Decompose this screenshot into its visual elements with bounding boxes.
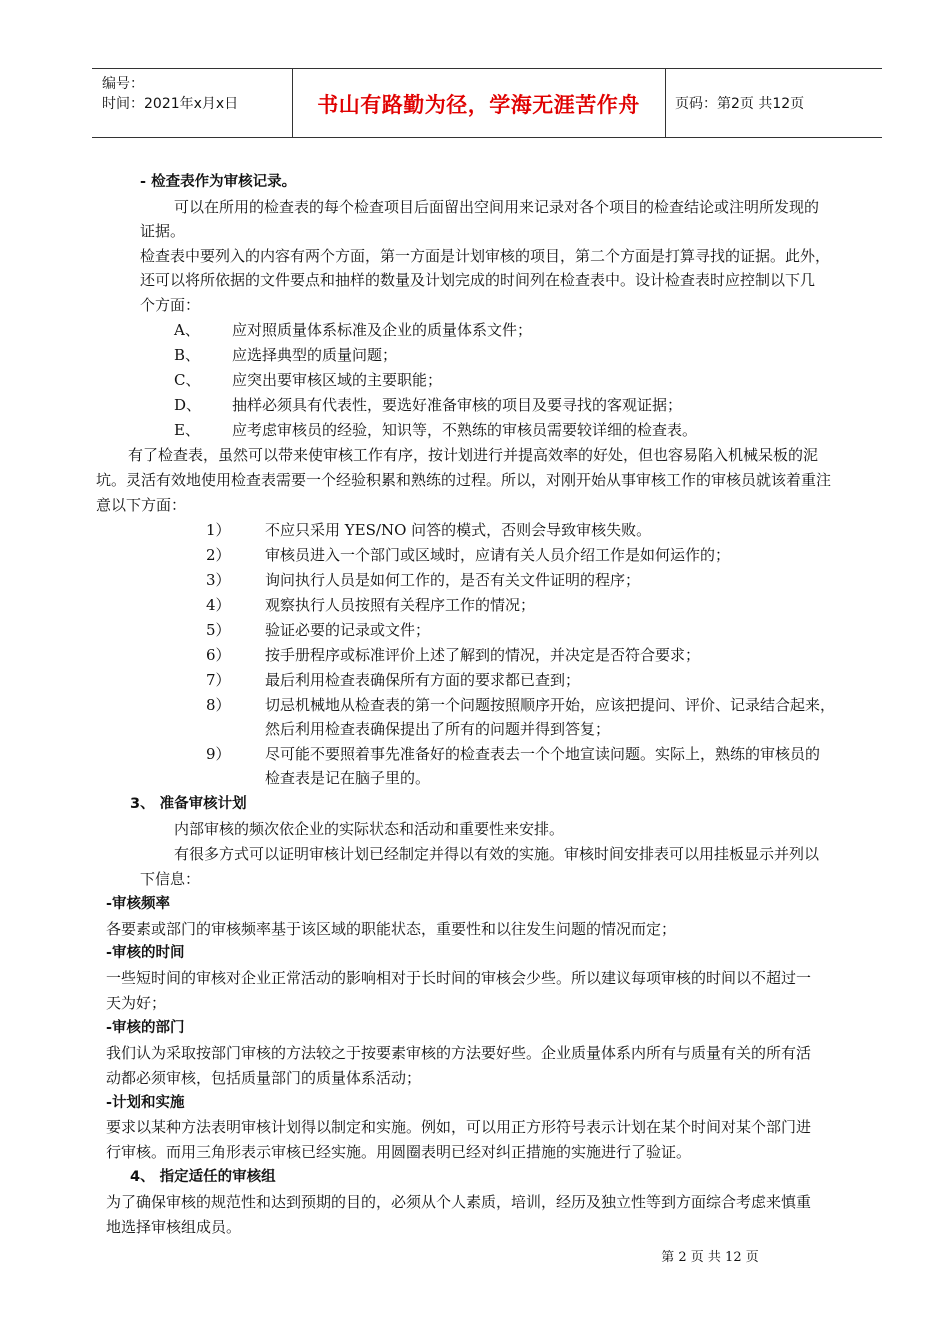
- list-item: 应突出要审核区域的主要职能；: [232, 371, 443, 389]
- paragraph-line: 证据。: [140, 222, 186, 240]
- paragraph-line: 天为好；: [106, 994, 167, 1012]
- list-item: 应考虑审核员的经验，知识等，不熟练的审核员需要较详细的检查表。: [232, 421, 698, 439]
- list-item-label: A、: [174, 321, 200, 339]
- doc-number-label: 编号：: [102, 76, 144, 92]
- list-item-label: 1）: [206, 521, 231, 539]
- subheading-plan: -计划和实施: [106, 1095, 185, 1111]
- paragraph-line: 有了检查表，虽然可以带来使审核工作有序，按计划进行并提高效率的好处，但也容易陷入机械呆板的泥: [128, 446, 819, 464]
- list-item-label: B、: [174, 346, 201, 364]
- paragraph-line: 意以下方面：: [96, 496, 187, 514]
- list-item: 尽可能不要照着事先准备好的检查表去一个个地宣读问题。实际上，熟练的审核员的: [265, 745, 821, 763]
- section-4-title: 4、 指定适任的审核组: [130, 1169, 276, 1185]
- page-footer: [0, 1246, 950, 1265]
- page-header: [92, 68, 882, 138]
- paragraph-line: 动都必须审核，包括质量部门的质量体系活动；: [106, 1069, 422, 1087]
- paragraph-line: 检查表中要列入的内容有两个方面，第一方面是计划审核的项目，第二个方面是打算寻找的证据。此外，: [140, 247, 831, 265]
- section-3-title: 3、 准备审核计划: [130, 796, 247, 812]
- paragraph-line: 要求以某种方法表明审核计划得以制定和实施。例如，可以用正方形符号表示计划在某个时间对某个部门进: [106, 1118, 812, 1136]
- list-item-continuation: 检查表是记在脑子里的。: [265, 769, 431, 787]
- list-item: 按手册程序或标准评价上述了解到的情况，并决定是否符合要求；: [265, 646, 701, 664]
- list-item-label: 4）: [206, 596, 231, 614]
- list-item: 切忌机械地从检查表的第一个问题按照顺序开始，应该把提问、评价、记录结合起来，: [265, 696, 836, 714]
- paragraph-line: 个方面：: [140, 296, 201, 314]
- paragraph-line: 各要素或部门的审核频率基于该区域的职能状态，重要性和以往发生问题的情况而定；: [106, 920, 677, 938]
- list-item-label: 3）: [206, 571, 231, 589]
- paragraph-line: 行审核。而用三角形表示审核已经实施。用圆圈表明已经对纠正措施的实施进行了验证。: [106, 1143, 692, 1161]
- header-meta-cell: [92, 69, 293, 137]
- paragraph-line: 还可以将所依据的文件要点和抽样的数量及计划完成的时间列在检查表中。设计检查表时应控制以下几: [140, 271, 816, 289]
- list-item: 询问执行人员是如何工作的，是否有关文件证明的程序；: [265, 571, 641, 589]
- header-page-cell: [665, 69, 882, 137]
- list-item: 应对照质量体系标准及企业的质量体系文件；: [232, 321, 533, 339]
- paragraph-line: 有很多方式可以证明审核计划已经制定并得以有效的实施。审核时间安排表可以用挂板显示并列以: [174, 845, 820, 863]
- paragraph-line: 可以在所用的检查表的每个检查项目后面留出空间用来记录对各个项目的检查结论或注明所发现的: [174, 198, 820, 216]
- list-item: 不应只采用 YES/NO 问答的模式，否则会导致审核失败。: [265, 521, 652, 539]
- list-item: 审核员进入一个部门或区域时，应请有关人员介绍工作是如何运作的；: [265, 546, 731, 564]
- header-page-info: 页码：第2页 共12页: [675, 96, 805, 112]
- footer-page-number: 第 2 页 共 12 页: [661, 1250, 759, 1265]
- paragraph-line: 内部审核的频次依企业的实际状态和活动和重要性来安排。: [174, 820, 565, 838]
- list-item-label: D、: [174, 396, 202, 414]
- subheading-department: -审核的部门: [106, 1020, 185, 1036]
- list-item-label: C、: [174, 371, 201, 389]
- header-motto-cell: [292, 69, 666, 137]
- list-item-continuation: 然后利用检查表确保提出了所有的问题并得到答复；: [265, 720, 611, 738]
- list-item-label: 7）: [206, 671, 231, 689]
- list-item: 抽样必须具有代表性，要选好准备审核的项目及要寻找的客观证据；: [232, 396, 683, 414]
- paragraph-line: 为了确保审核的规范性和达到预期的目的，必须从个人素质，培训，经历及独立性等到方面综合考虑来慎重: [106, 1193, 812, 1211]
- subheading-time: -审核的时间: [106, 945, 185, 961]
- list-item: 观察执行人员按照有关程序工作的情况；: [265, 596, 536, 614]
- paragraph-line: 我们认为采取按部门审核的方法较之于按要素审核的方法要好些。企业质量体系内所有与质量有关的所有活: [106, 1044, 812, 1062]
- paragraph-line: 坑。灵活有效地使用检查表需要一个经验积累和熟练的过程。所以，对刚开始从事审核工作的审核员就该着重注: [96, 471, 832, 489]
- list-item: 最后利用检查表确保所有方面的要求都已查到；: [265, 671, 581, 689]
- list-item-label: 2）: [206, 546, 231, 564]
- list-item: 验证必要的记录或文件；: [265, 621, 431, 639]
- subheading-frequency: -审核频率: [106, 896, 171, 912]
- list-item-label: 5）: [206, 621, 231, 639]
- list-item-label: E、: [174, 421, 200, 439]
- list-item: 应选择典型的质量问题；: [232, 346, 398, 364]
- list-item-label: 8）: [206, 696, 231, 714]
- header-motto: 书山有路勤为径，学海无涯苦作舟: [317, 93, 640, 117]
- doc-time-label: 时间：2021年x月x日: [102, 96, 239, 112]
- paragraph-line: 下信息：: [140, 870, 201, 888]
- paragraph-line: 一些短时间的审核对企业正常活动的影响相对于长时间的审核会少些。所以建议每项审核的时间以不超过一: [106, 969, 812, 987]
- list-item-label: 9）: [206, 745, 231, 763]
- section-checklist-title: - 检查表作为审核记录。: [140, 174, 297, 190]
- paragraph-line: 地选择审核组成员。: [106, 1218, 242, 1236]
- list-item-label: 6）: [206, 646, 231, 664]
